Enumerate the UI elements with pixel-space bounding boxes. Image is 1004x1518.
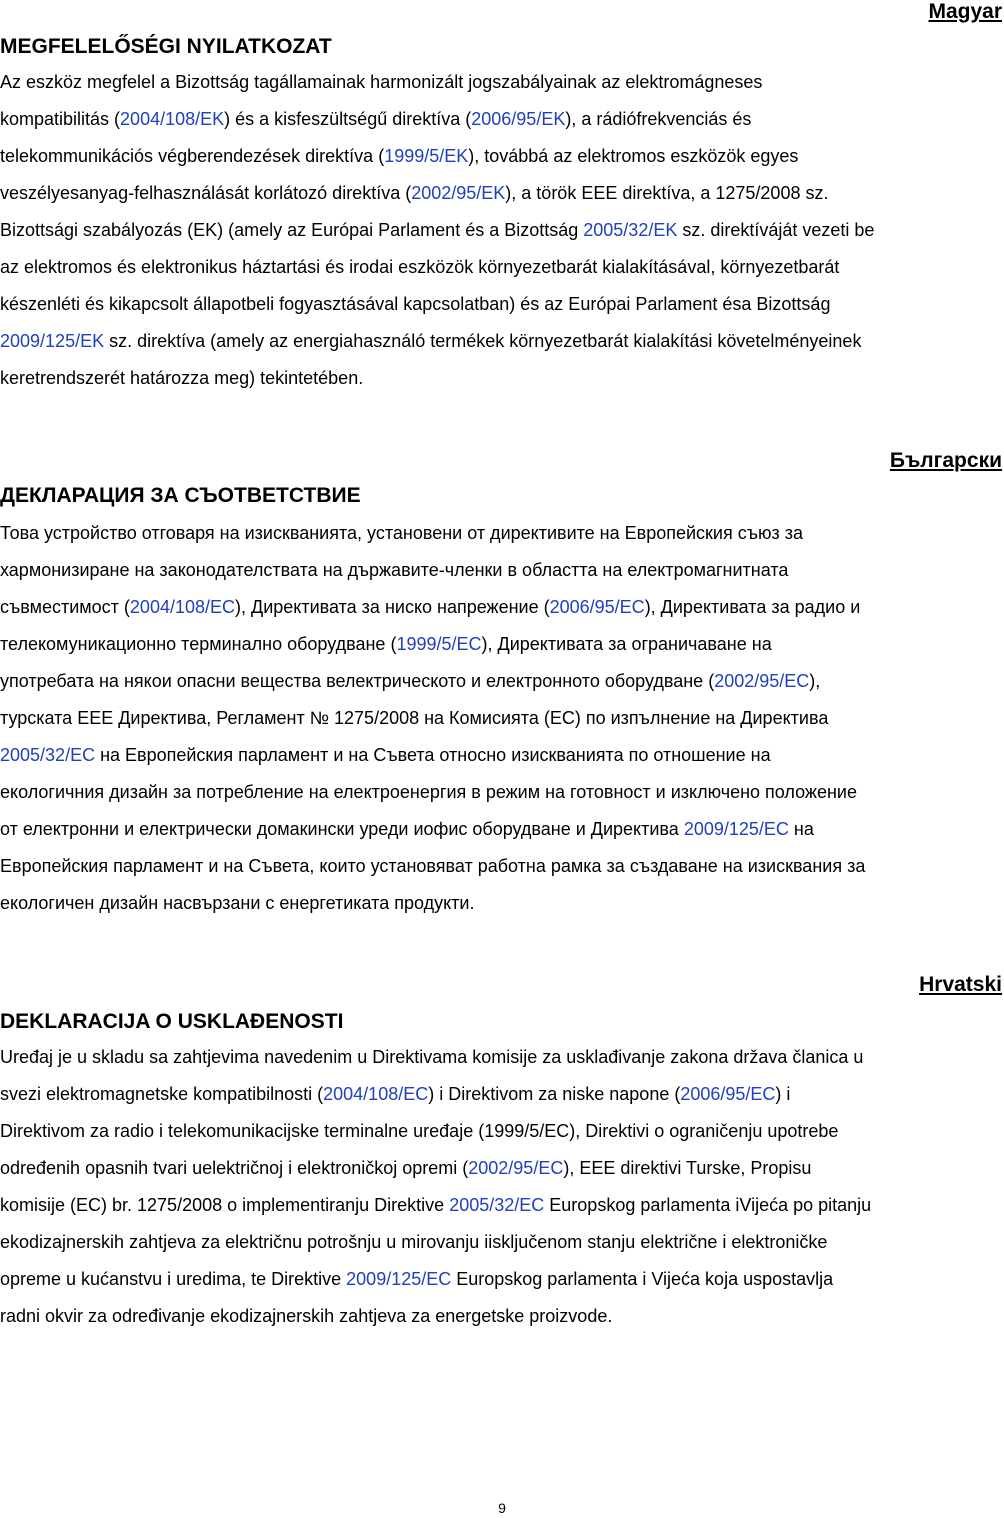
text-segment: Това устройство отговаря на изискванията, установени от директивите на Европейския съюз за bbox=[0, 523, 803, 543]
paragraph-line bbox=[0, 885, 1004, 922]
directive-reference: 2009/125/EC bbox=[346, 1269, 452, 1289]
text-segment: komisije (EC) br. 1275/2008 o implementiranju Direktive bbox=[0, 1195, 450, 1215]
text-segment: telekommunikációs végberendezések direktíva ( bbox=[0, 146, 385, 166]
text-segment: opreme u kućanstvu i uredima, te Direktive bbox=[0, 1269, 347, 1289]
paragraph-line bbox=[0, 360, 1004, 397]
text-segment: ) i bbox=[775, 1084, 791, 1104]
text-segment: veszélyesanyag-felhasználását korlátozó direktíva ( bbox=[0, 183, 412, 203]
paragraph-line bbox=[0, 589, 1004, 626]
directive-reference: 1999/5/EK bbox=[384, 146, 469, 166]
text-segment: хармонизиране на законодателствата на държавите-членки в областта на електромагнитната bbox=[0, 560, 789, 580]
text-segment: ), bbox=[809, 671, 821, 691]
paragraph-line bbox=[0, 663, 1004, 700]
text-segment: Uređaj je u skladu sa zahtjevima navedenim u Direktivama komisije za usklađivanje zakona država članica u bbox=[0, 1047, 864, 1067]
text-segment: određenih opasnih tvari uelektričnoj i elektroničkoj opremi ( bbox=[0, 1158, 469, 1178]
text-segment: Direktivom za radio i telekomunikacijske terminalne uređaje (1999/5/EC), Direktivi o ograničenju upotrebe bbox=[0, 1121, 839, 1141]
text-segment: az elektromos és elektronikus háztartási és irodai eszközök környezetbarát kialakításával, környezetbarát bbox=[0, 257, 840, 277]
text-segment: съвместимост ( bbox=[0, 597, 130, 617]
directive-reference: 2002/95/EK bbox=[411, 183, 506, 203]
paragraph-line bbox=[0, 1150, 1004, 1187]
text-segment: ), Директивата за ограничаване на bbox=[481, 634, 772, 654]
text-segment: sz. direktíva (amely az energiahasználó termékek környezetbarát kialakítási követelményeinek bbox=[104, 331, 862, 351]
text-segment: ) i Direktivom za niske napone ( bbox=[428, 1084, 681, 1104]
section-heading-hrvatski: DEKLARACIJA O USKLAĐENOSTI bbox=[0, 1010, 344, 1033]
text-segment: на Европейския парламент и на Съвета относно изискванията по отношение на bbox=[95, 745, 771, 765]
paragraph-line bbox=[0, 1224, 1004, 1261]
directive-reference: 2009/125/EC bbox=[683, 819, 789, 839]
text-segment: Az eszköz megfelel a Bizottság tagállamainak harmonizált jogszabályainak az elektromágneses bbox=[0, 72, 763, 92]
paragraph-line bbox=[0, 138, 1004, 175]
section-body-bulgarian bbox=[0, 515, 1004, 922]
text-segment: sz. direktíváját vezeti be bbox=[677, 220, 875, 240]
text-segment: ) és a kisfeszültségű direktíva ( bbox=[224, 109, 472, 129]
text-segment: ekodizajnerskih zahtjeva za električnu potrošnju u mirovanju iisključenom stanju električne i elektroničke bbox=[0, 1232, 828, 1252]
paragraph-line bbox=[0, 737, 1004, 774]
paragraph-line bbox=[0, 1076, 1004, 1113]
paragraph-line bbox=[0, 552, 1004, 589]
paragraph-line bbox=[0, 515, 1004, 552]
paragraph-line bbox=[0, 848, 1004, 885]
text-segment: ), a török EEE direktíva, a 1275/2008 sz. bbox=[505, 183, 829, 203]
text-segment: употребата на някои опасни вещества велектрическото и електронното оборудване ( bbox=[0, 671, 715, 691]
text-segment: radni okvir za određivanje ekodizajnerskih zahtjeva za energetske proizvode. bbox=[0, 1306, 613, 1326]
paragraph-line bbox=[0, 1187, 1004, 1224]
paragraph-line bbox=[0, 774, 1004, 811]
directive-reference: 2002/95/EC bbox=[714, 671, 810, 691]
text-segment: készenléti és kikapcsolt állapotbeli fogyasztásával kapcsolatban) és az Európai Parlament ésa Bizottság bbox=[0, 294, 831, 314]
paragraph-line bbox=[0, 249, 1004, 286]
text-segment: ), EEE direktivi Turske, Propisu bbox=[563, 1158, 812, 1178]
text-segment: ), továbbá az elektromos eszközök egyes bbox=[468, 146, 799, 166]
text-segment: Europskog parlamenta iVijeća po pitanju bbox=[544, 1195, 872, 1215]
paragraph-line bbox=[0, 1113, 1004, 1150]
text-segment: ), a rádiófrekvenciás és bbox=[565, 109, 752, 129]
text-segment: keretrendszerét határozza meg) tekintetében. bbox=[0, 368, 364, 388]
paragraph-line bbox=[0, 64, 1004, 101]
section-heading-bulgarian: ДЕКЛАРАЦИЯ ЗА СЪОТВЕТСТВИЕ bbox=[0, 484, 361, 507]
language-label-magyar: Magyar bbox=[928, 0, 1002, 23]
directive-reference: 2006/95/EK bbox=[471, 109, 566, 129]
language-label-hrvatski: Hrvatski bbox=[919, 973, 1002, 996]
text-segment: svezi elektromagnetske kompatibilnosti ( bbox=[0, 1084, 324, 1104]
text-segment: екологичен дизайн насвързани с енергетиката продукти. bbox=[0, 893, 475, 913]
language-label-bulgarian: Български bbox=[889, 449, 1002, 472]
directive-reference: 2004/108/EC bbox=[129, 597, 236, 617]
directive-reference: 1999/5/EC bbox=[396, 634, 482, 654]
directive-reference: 2004/108/EK bbox=[120, 109, 225, 129]
section-body-magyar bbox=[0, 64, 1004, 397]
paragraph-line bbox=[0, 1039, 1004, 1076]
paragraph-line bbox=[0, 811, 1004, 848]
paragraph-line bbox=[0, 175, 1004, 212]
section-body-hrvatski bbox=[0, 1039, 1004, 1335]
text-segment: Europskog parlamenta i Vijeća koja uspostavlja bbox=[451, 1269, 834, 1289]
text-segment: kompatibilitás ( bbox=[0, 109, 121, 129]
directive-reference: 2006/95/EC bbox=[680, 1084, 776, 1104]
paragraph-line bbox=[0, 323, 1004, 360]
text-segment: ), Директивата за ниско напрежение ( bbox=[235, 597, 550, 617]
paragraph-line bbox=[0, 1261, 1004, 1298]
paragraph-line bbox=[0, 212, 1004, 249]
directive-reference: 2005/32/EK bbox=[583, 220, 678, 240]
text-segment: Bizottsági szabályozás (EK) (amely az Európai Parlament és a Bizottság bbox=[0, 220, 584, 240]
paragraph-line bbox=[0, 700, 1004, 737]
directive-reference: 2009/125/EK bbox=[0, 331, 105, 351]
text-segment: екологичния дизайн за потребление на електроенергия в режим на готовност и изключено положение bbox=[0, 782, 857, 802]
text-segment: турската ЕЕЕ Директива, Регламент № 1275/2008 на Комисията (ЕС) по изпълнение на Директива bbox=[0, 708, 829, 728]
section-heading-magyar: MEGFELELŐSÉGI NYILATKOZAT bbox=[0, 35, 332, 58]
directive-reference: 2006/95/EC bbox=[549, 597, 645, 617]
text-segment: телекомуникационно терминално оборудване ( bbox=[0, 634, 397, 654]
paragraph-line bbox=[0, 286, 1004, 323]
directive-reference: 2004/108/EC bbox=[323, 1084, 429, 1104]
text-segment: на bbox=[788, 819, 814, 839]
paragraph-line bbox=[0, 101, 1004, 138]
paragraph-line bbox=[0, 626, 1004, 663]
text-segment: от електронни и електрически домакински уреди иофис оборудване и Директива bbox=[0, 819, 684, 839]
text-segment: ), Директивата за радио и bbox=[644, 597, 861, 617]
directive-reference: 2002/95/EC bbox=[468, 1158, 564, 1178]
paragraph-line bbox=[0, 1298, 1004, 1335]
page-number: 9 bbox=[498, 1500, 506, 1516]
directive-reference: 2005/32/EC bbox=[0, 745, 96, 765]
directive-reference: 2005/32/EC bbox=[449, 1195, 545, 1215]
text-segment: Европейския парламент и на Съвета, които установяват работна рамка за създаване на изисквания за bbox=[0, 856, 866, 876]
